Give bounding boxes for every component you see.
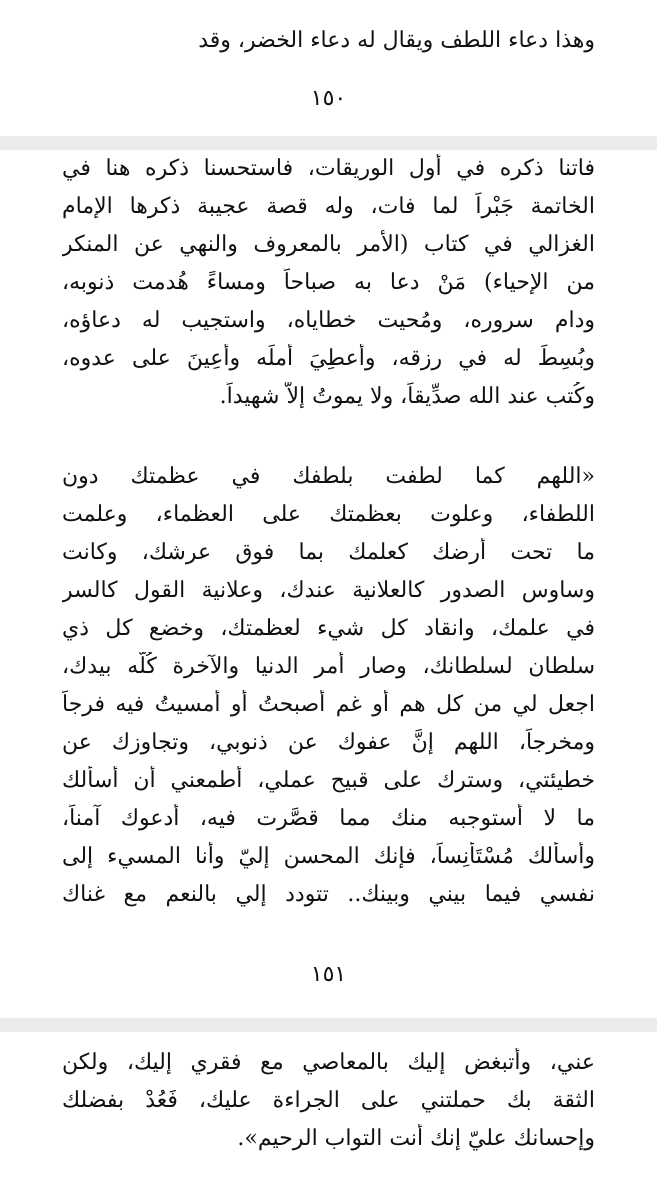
- page-number: ١٥١: [310, 962, 347, 987]
- text-line: ما لا أستوجبه منك مما قصَّرت فيه، أدعوك آمناً،: [62, 806, 595, 831]
- text-line: اجعل لي من كل هم أو غم أصبحتُ أو أمسيتُ فيه فرجاً: [62, 692, 595, 717]
- text-line: الغزالي في كتاب (الأمر بالمعروف والنهي عن المنكر: [62, 232, 595, 257]
- text-line: وكُتب عند الله صدِّيقاً، ولا يموتُ إلاَّ شهيداً.: [219, 384, 595, 409]
- page-151: [0, 150, 657, 1018]
- page-number: ١٥٠: [310, 86, 347, 111]
- page-separator: [0, 136, 657, 150]
- text-line: وأسألك مُسْتَأنِساً، فإنك المحسن إليّ وأنا المسيء إلى: [62, 844, 595, 869]
- text-line: من الإحياء) مَنْ دعا به صباحاً ومساءً هُدمت ذنوبه،: [62, 270, 595, 295]
- text-line: وإحسانك عليّ إنك أنت التواب الرحيم».: [237, 1126, 595, 1151]
- text-line: ودام سروره، ومُحيت خطاياه، واستجيب له دعاؤه،: [62, 308, 595, 333]
- text-line: فاتنا ذكره في أول الوريقات، فاستحسنا ذكره هنا في: [62, 156, 595, 181]
- text-line: ما تحت أرضك كعلمك بما فوق عرشك، وكانت: [62, 540, 595, 565]
- page-separator: [0, 1018, 657, 1032]
- page-152: [0, 1032, 657, 1200]
- text-line: «اللهم كما لطفت بلطفك في عظمتك دون: [62, 464, 595, 489]
- text-line: وهذا دعاء اللطف ويقال له دعاء الخضر، وقد: [198, 28, 595, 53]
- text-line: خطيئتي، وسترك على قبيح عملي، أطمعني أن أسألك: [62, 768, 595, 793]
- text-line: اللطفاء، وعلوت بعظمتك على العظماء، وعلمت: [62, 502, 595, 527]
- text-line: في علمك، وانقاد كل شيء لعظمتك، وخضع كل ذي: [62, 616, 595, 641]
- text-line: نفسي فيما بيني وبينك.. تتودد إلي بالنعم مع غناك: [62, 882, 595, 907]
- text-line: الخاتمة جَبْراً لما فات، وله قصة عجيبة ذكرها الإمام: [62, 194, 595, 219]
- text-line: وبُسِطَ له في رزقه، وأعطِيَ أملَه وأعِينَ على عدوه،: [62, 346, 595, 371]
- text-line: سلطان لسلطانك، وصار أمر الدنيا والآخرة كُلّه بيدك،: [62, 654, 595, 679]
- text-line: عني، وأتبغض إليك بالمعاصي مع فقري إليك، ولكن: [62, 1050, 595, 1075]
- page-150: [0, 0, 657, 136]
- text-line: الثقة بك حملتني على الجراءة عليك، فَعُدْ بفضلك: [62, 1088, 595, 1113]
- text-line: ومخرجاً، اللهم إنَّ عفوك عن ذنوبي، وتجاوزك عن: [62, 730, 595, 755]
- text-line: وساوس الصدور كالعلانية عندك، وعلانية القول كالسر: [62, 578, 595, 603]
